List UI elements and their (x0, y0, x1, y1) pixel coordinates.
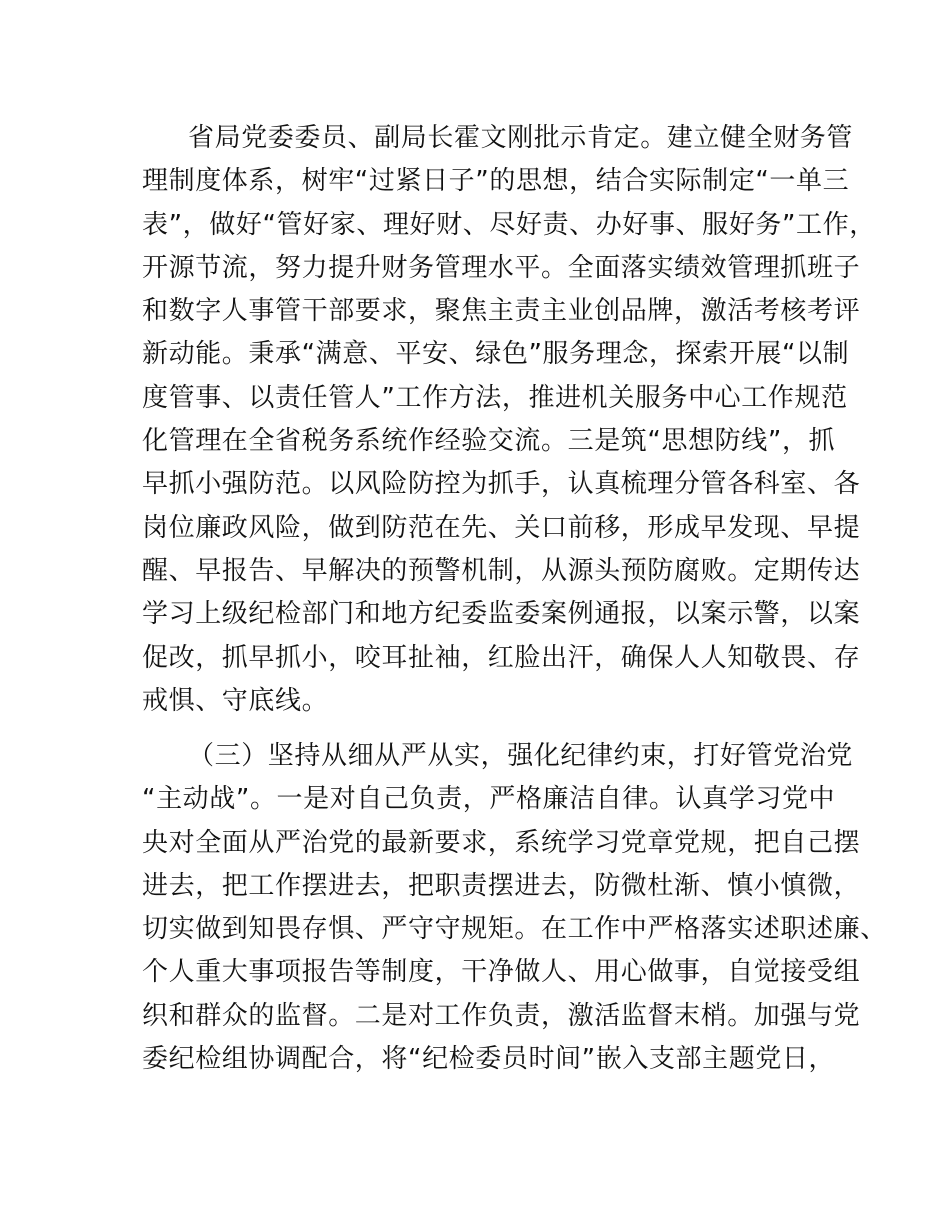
paragraph-line: 和数字人事管干部要求，聚焦主责主业创品牌，激活考核考评 (142, 296, 861, 327)
paragraph-line: 委纪检组协调配合，将“纪检委员时间”嵌入支部主题党日， (142, 1044, 836, 1075)
paragraph-line: 个人重大事项报告等制度，干净做人、用心做事，自觉接受组 (142, 957, 861, 988)
paragraph-line: 央对全面从严治党的最新要求，系统学习党章党规，把自己摆 (142, 827, 861, 858)
paragraph-line: 理制度体系，树牢“过紧日子”的思想，结合实际制定“一单三 (142, 166, 850, 197)
paragraph-line: 织和群众的监督。二是对工作负责，激活监督末梢。加强与党 (142, 1000, 861, 1031)
paragraph-line: 切实做到知畏存惧、严守守规矩。在工作中严格落实述职述廉、 (142, 914, 887, 945)
paragraph-line: （三）坚持从细从严从实，强化纪律约束，打好管党治党 (188, 741, 854, 771)
paragraph-1 (142, 117, 876, 723)
paragraph-line: 岗位廉政风险，做到防范在先、关口前移，形成早发现、早提 (142, 512, 861, 543)
paragraph-line: 学习上级纪检部门和地方纪委监委案例通报，以案示警，以案 (142, 599, 861, 630)
paragraph-2 (142, 735, 887, 1081)
paragraph-line: 度管事、以责任管人”工作方法，推进机关服务中心工作规范 (142, 382, 848, 413)
paragraph-line: 醒、早报告、早解决的预警机制，从源头预防腐败。定期传达 (142, 555, 861, 586)
paragraph-line: 化管理在全省税务系统作经验交流。三是筑“思想防线”，抓 (142, 426, 836, 457)
paragraph-line: 早抓小强防范。以风险防控为抓手，认真梳理分管各科室、各 (142, 469, 861, 500)
paragraph-line: 促改，抓早抓小，咬耳扯袖，红脸出汗，确保人人知敬畏、存 (142, 642, 861, 673)
paragraph-line: 开源节流，努力提升财务管理水平。全面落实绩效管理抓班子 (142, 252, 861, 283)
paragraph-line: 戒惧、守底线。 (142, 685, 329, 716)
paragraph-line: 新动能。秉承“满意、平安、绿色”服务理念，探索开展“以制 (142, 339, 850, 370)
paragraph-line: 表”，做好“管好家、理好财、尽好责、办好事、服好务”工作， (142, 209, 876, 240)
paragraph-line: “主动战”。一是对自己负责，严格廉洁自律。认真学习党中 (142, 784, 836, 815)
paragraph-line: 进去，把工作摆进去，把职责摆进去，防微杜渐、慎小慎微， (142, 870, 861, 901)
paragraph-line: 省局党委委员、副局长霍文刚批示肯定。建立健全财务管 (188, 123, 854, 153)
